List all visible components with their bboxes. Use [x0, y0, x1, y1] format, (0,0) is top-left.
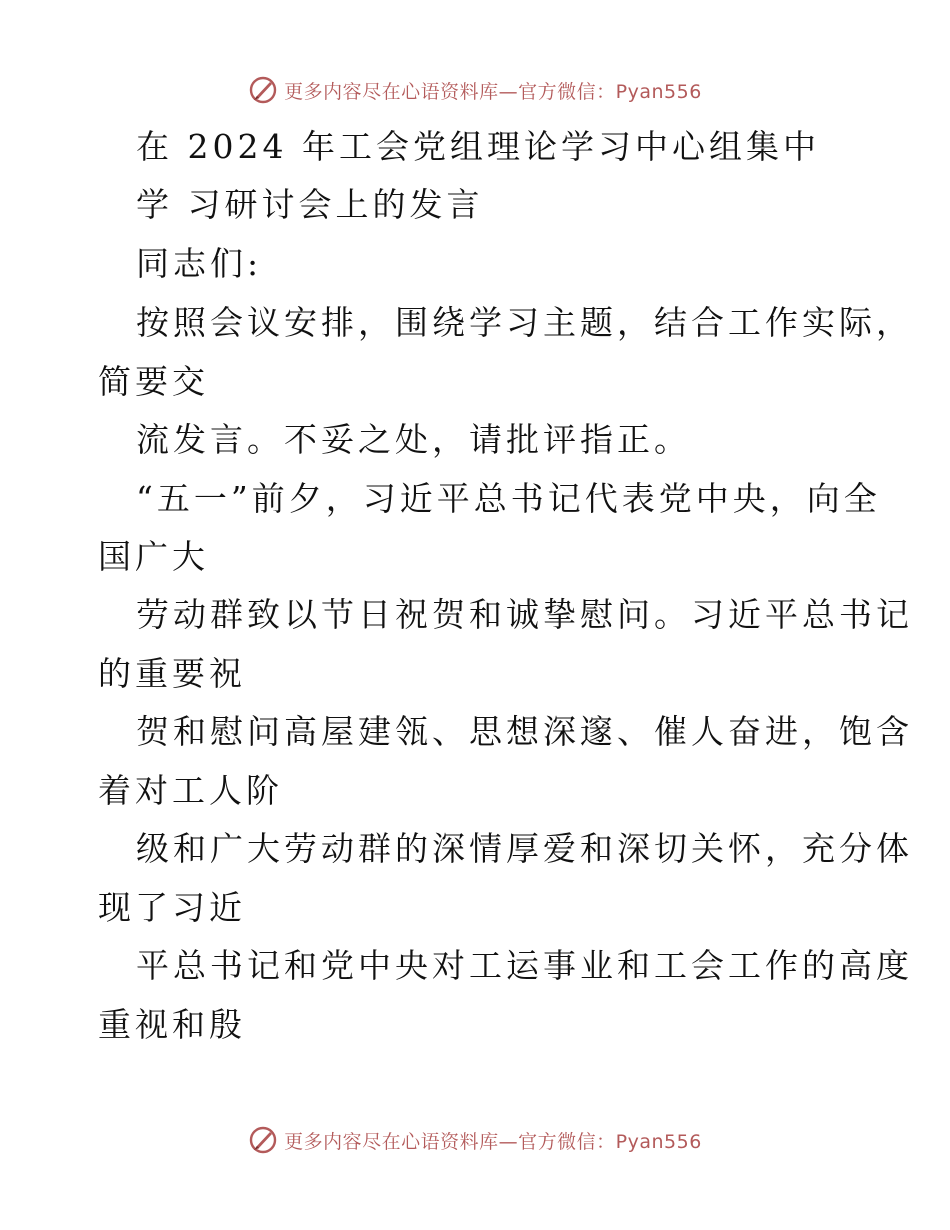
- text-line: 同志们:: [136, 244, 263, 283]
- text-line: 的重要祝: [98, 654, 246, 693]
- text-line: 重视和殷: [98, 1005, 246, 1044]
- text-line: 流发言。不妥之处，请批评指正。: [136, 420, 691, 459]
- text-line: 按照会议安排，围绕学习主题，结合工作实际，: [136, 303, 913, 342]
- watermark-text: 更多内容尽在心语资料库—官方微信：Pyan556: [284, 1130, 702, 1153]
- text-line: 简要交: [98, 362, 209, 401]
- document-title-line-1: 在 2024 年工会党组理论学习中心组集中: [136, 127, 820, 166]
- text-line: 平总书记和党中央对工运事业和工会工作的高度: [136, 946, 913, 985]
- watermark-text: 更多内容尽在心语资料库—官方微信：Pyan556: [284, 80, 702, 103]
- header-watermark: [0, 70, 950, 110]
- text-line: 级和广大劳动群的深情厚爱和深切关怀，充分体: [136, 829, 913, 868]
- text-line: “五一”前夕，习近平总书记代表党中央，向全: [136, 479, 881, 518]
- text-line: 国广大: [98, 537, 209, 576]
- quill-pen-icon: [248, 75, 278, 105]
- text-line: 着对工人阶: [98, 771, 283, 810]
- footer-watermark: [0, 1120, 950, 1160]
- document-title-line-2: 学 习研讨会上的发言: [136, 185, 484, 224]
- quill-pen-icon: [248, 1125, 278, 1155]
- text-line: 贺和慰问高屋建瓴、思想深邃、催人奋进，饱含: [136, 712, 913, 751]
- text-line: 劳动群致以节日祝贺和诚挚慰问。习近平总书记: [136, 595, 913, 634]
- text-line: 现了习近: [98, 888, 246, 927]
